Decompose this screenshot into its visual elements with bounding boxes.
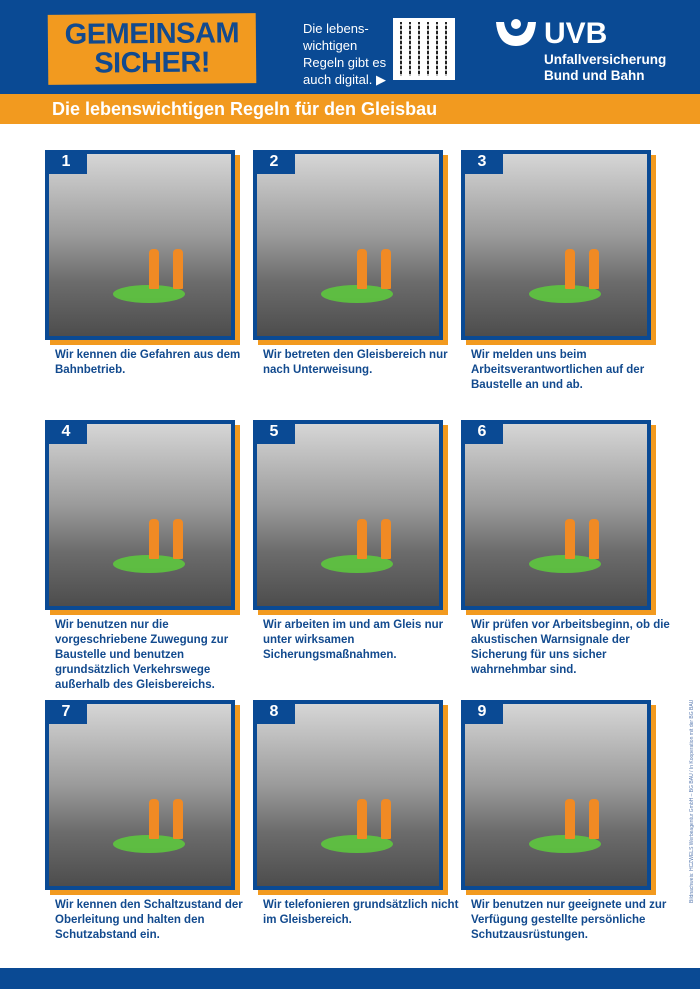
rule-text: Wir kennen die Gefahren aus dem Bahnbetrieb. — [55, 349, 241, 376]
worker-figure — [149, 249, 159, 289]
brand-sub1: Unfallversicherung — [544, 52, 667, 67]
rule-text: Wir arbeiten im und am Gleis nur unter wirksamen Sicherungsmaßnahmen. — [263, 619, 444, 661]
rule-text: Wir melden uns beim Arbeitsverantwortlichen auf der Baustelle an und ab. — [471, 349, 645, 391]
panel-frame — [45, 150, 235, 340]
rule-text: Wir benutzen nur die vorgeschriebene Zuwegung zur Baustelle und benutzen grundsätzlich Verkehrswege außerhalb des Gleisbereichs. — [55, 619, 229, 691]
rule-photo — [465, 704, 647, 886]
page-title: Die lebenswichtigen Regeln für den Gleisbau — [52, 99, 438, 119]
logo-line1: GEMEINSAM — [64, 17, 240, 51]
qr-code[interactable] — [393, 18, 455, 80]
rule-photo — [257, 424, 439, 606]
rule-number: 3 — [461, 150, 503, 174]
worker-figure — [149, 519, 159, 559]
rule-photo — [257, 704, 439, 886]
header — [0, 0, 700, 94]
rule-number: 2 — [253, 150, 295, 174]
rule-number: 6 — [461, 420, 503, 444]
rule-panel — [461, 150, 651, 340]
worker-figure — [565, 249, 575, 289]
worker-figure — [357, 799, 367, 839]
rule-photo — [257, 154, 439, 336]
logo-line2: SICHER! — [94, 46, 211, 80]
panel-frame — [45, 700, 235, 890]
worker-figure — [589, 249, 599, 289]
rule-number: 4 — [45, 420, 87, 444]
panel-frame — [461, 420, 651, 610]
panel-frame — [253, 420, 443, 610]
panel-frame — [45, 420, 235, 610]
rule-panel — [461, 420, 651, 610]
worker-figure — [565, 799, 575, 839]
rule-number: 7 — [45, 700, 87, 724]
worker-figure — [589, 519, 599, 559]
worker-figure — [589, 799, 599, 839]
worker-figure — [173, 799, 183, 839]
footer-bar — [0, 968, 700, 989]
rule-panel — [45, 150, 235, 340]
worker-figure — [381, 519, 391, 559]
rule-panel — [253, 150, 443, 340]
worker-figure — [565, 519, 575, 559]
rule-panel — [253, 700, 443, 890]
worker-figure — [357, 249, 367, 289]
worker-figure — [381, 249, 391, 289]
rule-photo — [49, 704, 231, 886]
panel-frame — [461, 150, 651, 340]
rule-panel — [45, 420, 235, 610]
rule-text: Wir telefonieren grundsätzlich nicht im Gleisbereich. — [263, 899, 459, 926]
image-credit: Bildnachweis: HCZWELS Werbeagentur GmbH – BG BAU / In Kooperation mit der BG BAU — [689, 699, 695, 903]
rule-panel — [45, 700, 235, 890]
worker-figure — [381, 799, 391, 839]
worker-figure — [149, 799, 159, 839]
panel-frame — [253, 150, 443, 340]
rule-photo — [465, 424, 647, 606]
worker-figure — [173, 519, 183, 559]
digital-hint: Die lebens-wichtigen Regeln gibt es auch digital. ▶ — [303, 21, 387, 87]
rule-text: Wir betreten den Gleisbereich nur nach Unterweisung. — [263, 349, 448, 376]
gemeinsam-sicher-logo — [48, 13, 257, 85]
title-band — [0, 94, 700, 124]
rule-photo — [49, 424, 231, 606]
rule-number: 1 — [45, 150, 87, 174]
rule-photo — [465, 154, 647, 336]
panel-frame — [461, 700, 651, 890]
brand-sub2: Bund und Bahn — [544, 68, 645, 83]
panel-frame — [253, 700, 443, 890]
rule-number: 9 — [461, 700, 503, 724]
rule-number: 5 — [253, 420, 295, 444]
rule-panel — [461, 700, 651, 890]
worker-figure — [357, 519, 367, 559]
brand-name: UVB — [544, 17, 608, 50]
brand-subtitle — [544, 52, 666, 84]
uvb-logo-icon — [494, 18, 538, 48]
rule-text: Wir kennen den Schaltzustand der Oberleitung und halten den Schutzabstand ein. — [55, 899, 243, 941]
rule-photo — [49, 154, 231, 336]
worker-figure — [173, 249, 183, 289]
rule-text: Wir prüfen vor Arbeitsbeginn, ob die akustischen Warnsignale der Sicherung für uns sicher wahrnehmbar sind. — [471, 619, 670, 676]
rule-panel — [253, 420, 443, 610]
rule-text: Wir benutzen nur geeignete und zur Verfügung gestellte persönliche Schutzausrüstungen. — [471, 899, 667, 941]
rule-number: 8 — [253, 700, 295, 724]
